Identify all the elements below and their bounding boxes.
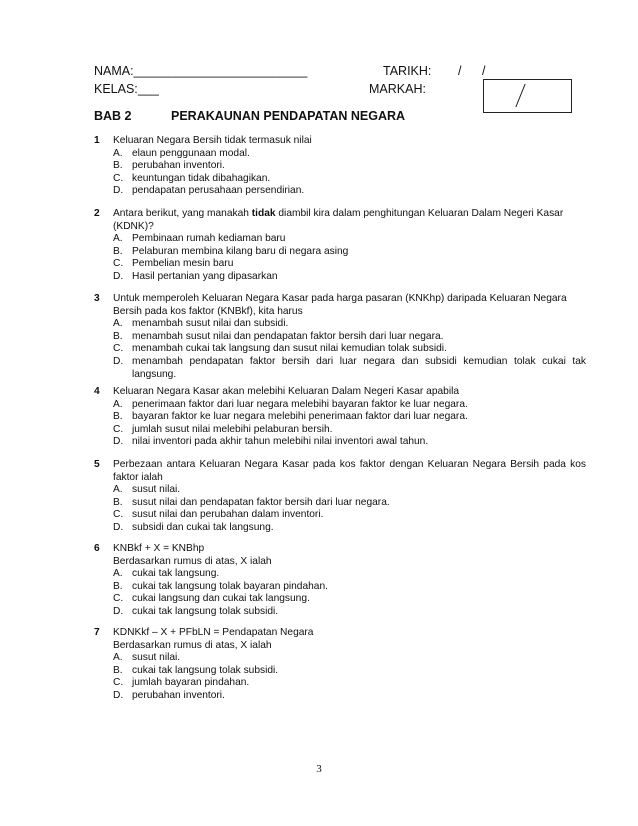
date-separator-2: / (482, 64, 486, 78)
option-c[interactable]: C. jumlah bayaran pindahan. (113, 677, 250, 689)
marks-box[interactable] (483, 79, 572, 113)
question-1 (94, 135, 586, 198)
option-c[interactable]: C. keuntungan tidak dibahagikan. (113, 172, 271, 184)
option-c[interactable]: C. Pembelian mesin baru (113, 258, 234, 270)
option-a[interactable]: A. Pembinaan rumah kediaman baru (113, 233, 286, 245)
option-b[interactable]: B. perubahan inventori. (113, 160, 225, 172)
question-number: 5 (94, 459, 100, 470)
question-number: 3 (94, 293, 100, 304)
option-a[interactable]: A. cukai tak langsung. (113, 568, 220, 580)
option-d-continued: langsung. (132, 368, 177, 380)
option-d[interactable]: D. menambah pendapatan faktor bersih dari luar negara dan subsidi kemudian tolak cukai tak (113, 355, 586, 367)
question-number: 6 (94, 543, 100, 554)
option-d[interactable]: D. perubahan inventori. (113, 689, 225, 701)
option-d[interactable]: D. nilai inventori pada akhir tahun melebihi nilai inventori awal tahun. (113, 436, 429, 448)
option-a[interactable]: A. penerimaan faktor dari luar negara melebihi bayaran faktor ke luar negara. (113, 398, 468, 410)
question-4 (94, 386, 586, 449)
chapter-title: PERAKAUNAN PENDAPATAN NEGARA (171, 109, 406, 123)
page-number: 3 (316, 763, 322, 775)
class-field-blank[interactable]: ___ (138, 82, 159, 96)
option-c[interactable]: C. susut nilai dan perubahan dalam inventori. (113, 509, 324, 521)
option-a[interactable]: A. susut nilai. (113, 484, 181, 496)
question-number: 7 (94, 627, 100, 638)
question-text: Keluaran Negara Bersih tidak termasuk nilai (113, 135, 312, 146)
question-number: 2 (94, 208, 100, 219)
question-2 (94, 208, 586, 284)
question-text-continued: faktor ialah (113, 471, 163, 483)
question-6 (94, 543, 586, 619)
formula: KNBkf + X = KNBhp (113, 543, 205, 554)
question-7 (94, 627, 586, 703)
date-field-label: TARIKH: (383, 64, 432, 78)
option-c[interactable]: C. cukai langsung dan cukai tak langsung. (113, 593, 310, 605)
option-b[interactable]: B. Pelaburan membina kilang baru di negara asing (113, 245, 349, 257)
question-5 (94, 459, 586, 535)
option-d[interactable]: D. subsidi dan cukai tak langsung. (113, 521, 274, 533)
option-d[interactable]: D. Hasil pertanian yang dipasarkan (113, 270, 278, 282)
question-text: Perbezaan antara Keluaran Negara Kasar pada kos faktor dengan Keluaran Negara Bersih pada kos (113, 459, 586, 470)
option-b[interactable]: B. susut nilai dan pendapatan faktor bersih dari luar negara. (113, 496, 390, 508)
question-number: 4 (94, 386, 100, 397)
chapter-number: BAB 2 (94, 109, 132, 123)
question-text-continued: Bersih pada kos faktor (KNBkf), kita harus (113, 305, 303, 317)
option-b[interactable]: B. bayaran faktor ke luar negara melebihi penerimaan faktor dari luar negara. (113, 411, 468, 423)
question-text: Untuk memperoleh Keluaran Negara Kasar pada harga pasaran (KNKhp) daripada Keluaran Negara (113, 293, 567, 304)
question-text-continued: (KDNK)? (113, 220, 154, 232)
formula: KDNKkf – X + PFbLN = Pendapatan Negara (113, 627, 314, 638)
marks-divider (515, 84, 525, 108)
option-a[interactable]: A. susut nilai. (113, 652, 181, 664)
question-text: Keluaran Negara Kasar akan melebihi Keluaran Dalam Negeri Kasar apabila (113, 386, 460, 397)
option-c[interactable]: C. jumlah susut nilai melebihi pelaburan bersih. (113, 423, 333, 435)
option-b[interactable]: B. menambah susut nilai dan pendapatan faktor bersih dari luar negara. (113, 330, 444, 342)
option-b[interactable]: B. cukai tak langsung tolak subsidi. (113, 664, 279, 676)
question-text: Antara berikut, yang manakah tidak diambil kira dalam penghitungan Keluaran Dalam Negeri Kasar (113, 208, 564, 219)
emphasis-word: tidak (251, 208, 276, 219)
option-d[interactable]: D. cukai tak langsung tolak subsidi. (113, 605, 279, 617)
marks-field-label: MARKAH: (369, 82, 426, 96)
option-c[interactable]: C. menambah cukai tak langsung dan susut nilai kemudian tolak subsidi. (113, 343, 447, 355)
date-separator-1: / (458, 64, 462, 78)
question-text-continued: Berdasarkan rumus di atas, X ialah (113, 639, 272, 651)
option-a[interactable]: A. menambah susut nilai dan subsidi. (113, 318, 289, 330)
question-number: 1 (94, 135, 100, 146)
option-d[interactable]: D. pendapatan perusahaan persendirian. (113, 185, 305, 197)
option-a[interactable]: A. elaun penggunaan modal. (113, 147, 250, 159)
question-text-continued: Berdasarkan rumus di atas, X ialah (113, 555, 272, 567)
name-field-label[interactable]: NAMA:_________________________ (94, 64, 308, 78)
option-b[interactable]: B. cukai tak langsung tolak bayaran pindahan. (113, 580, 328, 592)
question-3 (94, 293, 586, 381)
class-field-label: KELAS: (94, 82, 138, 96)
